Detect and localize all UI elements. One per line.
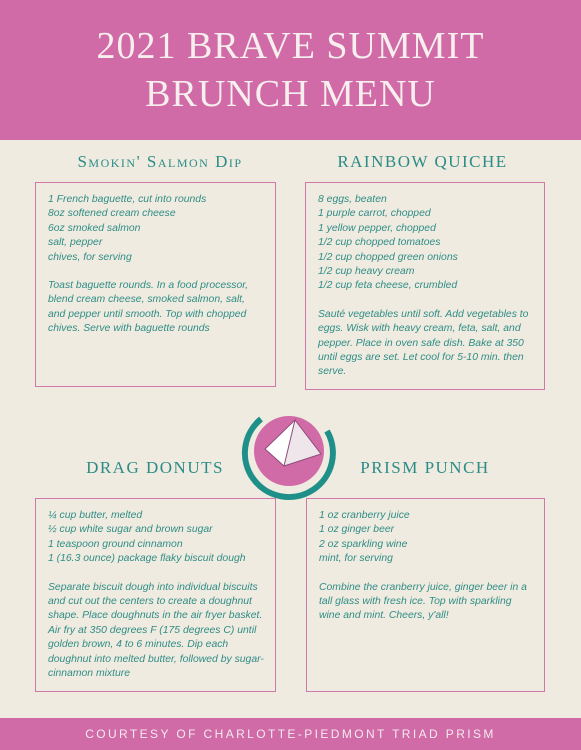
ingredient-line: 1 French baguette, cut into rounds bbox=[48, 194, 207, 205]
ingredient-line: 6oz smoked salmon bbox=[48, 222, 141, 234]
salmon-title: Smokin' Salmon Dip bbox=[77, 152, 243, 171]
footer-banner bbox=[0, 718, 581, 750]
ingredient-line: mint, for serving bbox=[319, 553, 393, 565]
ingredient-line: ¼ cup butter, melted bbox=[48, 510, 143, 521]
ingredient-line: 1 (16.3 ounce) package flaky biscuit dough bbox=[48, 553, 246, 565]
punch-ingredients bbox=[319, 509, 534, 567]
donuts-ingredients bbox=[48, 509, 265, 567]
quiche-ingredients bbox=[318, 193, 534, 294]
donuts-directions: Separate biscuit dough into individual biscuits and cut out the centers to create a doughnut shape. Place doughnuts in the air fryer basket. Air fry at 350 degrees F (175 degrees C) until golden brown, 4 to 6 minutes. Dip each doughnut into melted butter, followed by sugar-cinnamon mixture bbox=[48, 581, 264, 680]
ingredient-line: 1 yellow pepper, chopped bbox=[318, 222, 436, 234]
ingredient-line: 1/2 cup chopped green onions bbox=[318, 251, 458, 263]
menu-title-line2: BRUNCH MENU bbox=[145, 73, 436, 115]
donuts-recipe-box bbox=[35, 498, 276, 692]
ingredient-line: ½ cup white sugar and brown sugar bbox=[48, 524, 213, 536]
donuts-title: DRAG DONUTS bbox=[86, 458, 224, 477]
ingredient-line: 1 oz ginger beer bbox=[319, 524, 395, 536]
ingredient-line: chives, for serving bbox=[48, 251, 132, 263]
prism-logo-icon bbox=[239, 401, 339, 501]
salmon-ingredients bbox=[48, 193, 265, 265]
ingredient-line: 2 oz sparkling wine bbox=[319, 538, 408, 550]
ingredient-line: 8 eggs, beaten bbox=[318, 194, 387, 205]
quiche-title: RAINBOW QUICHE bbox=[337, 152, 508, 171]
salmon-directions: Toast baguette rounds. In a food processor, blend cream cheese, smoked salmon, salt, and pepper until smooth. Top with chopped chives. Serve with baguette rounds bbox=[48, 280, 249, 335]
menu-title-line1: 2021 BRAVE SUMMIT bbox=[96, 25, 485, 67]
ingredient-line: 1 purple carrot, chopped bbox=[318, 208, 431, 220]
ingredient-line: 1/2 cup chopped tomatoes bbox=[318, 237, 441, 249]
footer-credit: COURTESY OF CHARLOTTE-PIEDMONT TRIAD PRISM bbox=[85, 727, 496, 741]
salmon-recipe-box bbox=[35, 182, 276, 387]
punch-directions: Combine the cranberry juice, ginger beer in a tall glass with fresh ice. Top with sparkling wine and mint. Cheers, y'all! bbox=[319, 581, 527, 622]
ingredient-line: 1/2 cup feta cheese, crumbled bbox=[318, 280, 458, 292]
quiche-directions: Sauté vegetables until soft. Add vegetables to eggs. Wisk with heavy cream, feta, salt, and pepper. Place in oven safe dish. Bake at 350 until eggs are set. Let cool for 5-10 min. then serve. bbox=[318, 308, 529, 378]
ingredient-line: 1 oz cranberry juice bbox=[319, 510, 410, 521]
ingredient-line: salt, pepper bbox=[48, 237, 103, 249]
ingredient-line: 1 teaspoon ground cinnamon bbox=[48, 538, 183, 550]
punch-title: PRISM PUNCH bbox=[360, 458, 490, 477]
quiche-recipe-box bbox=[305, 182, 545, 390]
ingredient-line: 1/2 cup heavy cream bbox=[318, 266, 415, 278]
punch-recipe-box bbox=[306, 498, 545, 692]
ingredient-line: 8oz softened cream cheese bbox=[48, 208, 176, 220]
header-banner bbox=[0, 0, 581, 140]
